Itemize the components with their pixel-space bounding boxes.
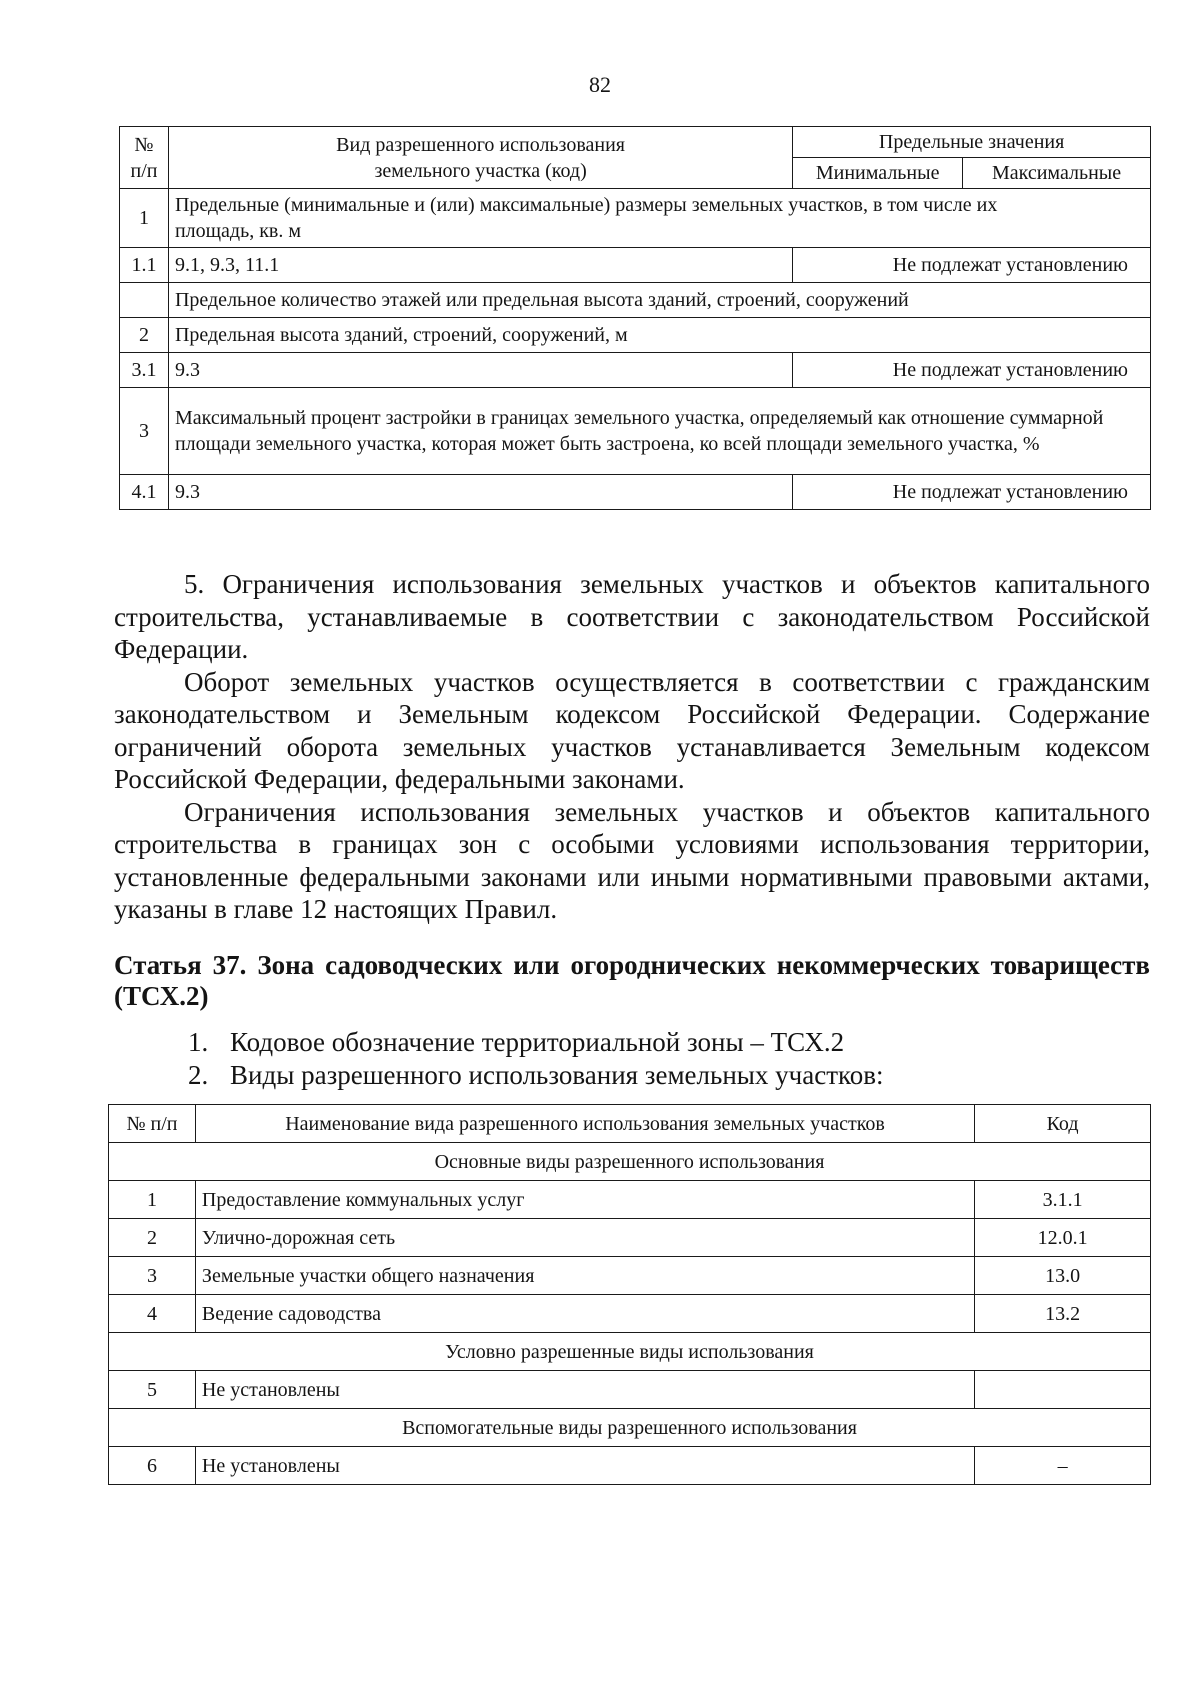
article-heading: Статья 37. Зона садоводческих или огороднических некоммерческих товариществ (ТСХ.2) xyxy=(114,950,1150,1011)
row-name: Земельные участки общего назначения xyxy=(195,1257,974,1295)
paragraph: Оборот земельных участков осуществляется в соответствии с гражданским законодательством и Земельным кодексом Российской Федерации. Содержание ограничений оборота земельных участков устанавливается Земельным кодексом Российской Федерации, федеральными законами. xyxy=(114,666,1150,794)
row-code: 13.0 xyxy=(975,1257,1151,1295)
table-row xyxy=(109,1257,1151,1295)
header-num: № п/п xyxy=(120,127,169,189)
row-num: 1 xyxy=(109,1181,196,1219)
row-name: Предоставление коммунальных услуг xyxy=(195,1181,974,1219)
table-row xyxy=(120,189,1151,248)
header-num: № п/п xyxy=(109,1105,196,1143)
table-row xyxy=(120,475,1151,510)
header-min: Минимальные xyxy=(793,158,963,189)
row-code: 3.1.1 xyxy=(975,1181,1151,1219)
table-row xyxy=(109,1295,1151,1333)
row-num: 2 xyxy=(120,318,169,353)
table-row xyxy=(109,1181,1151,1219)
use-types-table xyxy=(108,1104,1151,1485)
section-aux: Вспомогательные виды разрешенного использования xyxy=(109,1409,1151,1447)
body-paragraphs xyxy=(114,568,1150,926)
row-text: Максимальный процент застройки в границах земельного участка, определяемый как отношение суммарной площади земельного участка, которая может быть застроена, ко всей площади земельного участка, % xyxy=(168,388,1150,475)
table-row xyxy=(109,1447,1151,1485)
row-num: 6 xyxy=(109,1447,196,1485)
row-code: 9.1, 9.3, 11.1 xyxy=(168,248,792,283)
row-num: 5 xyxy=(109,1371,196,1409)
row-name: Улично-дорожная сеть xyxy=(195,1219,974,1257)
row-code: 9.3 xyxy=(168,475,792,510)
header-limits: Предельные значения xyxy=(793,127,1151,158)
table-row xyxy=(120,283,1151,318)
row-code: 9.3 xyxy=(168,353,792,388)
table-header-row xyxy=(109,1105,1151,1143)
row-code: – xyxy=(975,1447,1151,1485)
table-row xyxy=(109,1219,1151,1257)
list-item-text: Кодовое обозначение территориальной зоны – ТСХ.2 xyxy=(230,1027,845,1057)
list-item-number: 2. xyxy=(188,1060,209,1090)
paragraph: Ограничения использования земельных участков и объектов капитального строительства в границах зон с особыми условиями использования территории, установленные федеральными законами или иными нормативными правовыми актами, указаны в главе 12 настоящих Правил. xyxy=(114,796,1150,924)
list-item-text: Виды разрешенного использования земельных участков: xyxy=(230,1060,884,1090)
header-code: Код xyxy=(975,1105,1151,1143)
table-row xyxy=(120,248,1151,283)
limits-table xyxy=(119,126,1151,510)
header-type: Вид разрешенного использования земельного участка (код) xyxy=(168,127,792,189)
row-text: Предельные (минимальные и (или) максимальные) размеры земельных участков, в том числе их площадь, кв. м xyxy=(168,189,1150,248)
row-num: 3.1 xyxy=(120,353,169,388)
header-max: Максимальные xyxy=(963,158,1151,189)
row-name: Не установлены xyxy=(195,1371,974,1409)
list-item xyxy=(188,1026,844,1058)
row-value: Не подлежат установлению xyxy=(793,353,1151,388)
table-header-row xyxy=(120,127,1151,158)
section-row xyxy=(109,1409,1151,1447)
row-code: 12.0.1 xyxy=(975,1219,1151,1257)
section-conditional: Условно разрешенные виды использования xyxy=(109,1333,1151,1371)
row-text: Предельная высота зданий, строений, сооружений, м xyxy=(168,318,1150,353)
row-text: Предельное количество этажей или предельная высота зданий, строений, сооружений xyxy=(168,283,1150,318)
row-num: 4.1 xyxy=(120,475,169,510)
paragraph: 5. Ограничения использования земельных участков и объектов капитального строительства, устанавливаемые в соответствии с законодательством Российской Федерации. xyxy=(114,569,1150,664)
row-num: 1.1 xyxy=(120,248,169,283)
section-row xyxy=(109,1143,1151,1181)
row-value: Не подлежат установлению xyxy=(793,248,1151,283)
row-code: 13.2 xyxy=(975,1295,1151,1333)
row-num: 3 xyxy=(120,388,169,475)
table-row xyxy=(120,388,1151,475)
table-row xyxy=(109,1371,1151,1409)
row-num: 3 xyxy=(109,1257,196,1295)
header-name: Наименование вида разрешенного использования земельных участков xyxy=(195,1105,974,1143)
table-row xyxy=(120,353,1151,388)
table-row xyxy=(120,318,1151,353)
row-num: 1 xyxy=(120,189,169,248)
section-row xyxy=(109,1333,1151,1371)
row-name: Ведение садоводства xyxy=(195,1295,974,1333)
section-main: Основные виды разрешенного использования xyxy=(109,1143,1151,1181)
list-item xyxy=(188,1059,884,1091)
row-code xyxy=(975,1371,1151,1409)
row-num: 2 xyxy=(109,1219,196,1257)
list-item-number: 1. xyxy=(188,1027,209,1057)
page-number: 82 xyxy=(589,72,611,97)
row-num xyxy=(120,283,169,318)
row-name: Не установлены xyxy=(195,1447,974,1485)
row-num: 4 xyxy=(109,1295,196,1333)
row-value: Не подлежат установлению xyxy=(793,475,1151,510)
